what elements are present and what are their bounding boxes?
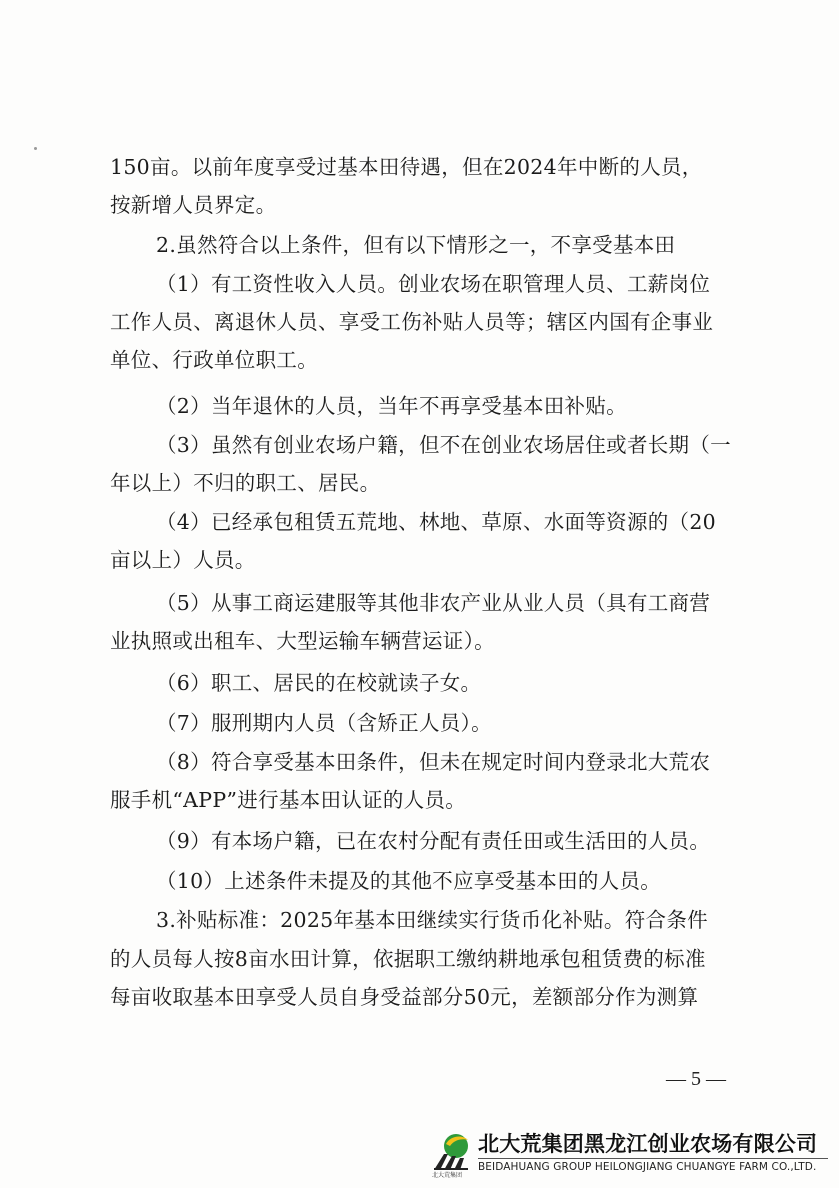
text-line: （4）已经承包租赁五荒地、林地、草原、水面等资源的（20 — [156, 510, 717, 534]
text-line: （7）服刑期内人员（含矫正人员）。 — [156, 711, 492, 735]
logo-graphic — [432, 1130, 472, 1174]
company-name-cn: 北大荒集团黑龙江创业农场有限公司 — [478, 1132, 818, 1156]
text-line: 工作人员、离退休人员、享受工伤补贴人员等；辖区内国有企事业 — [110, 310, 714, 334]
text-line: （6）职工、居民的在校就读子女。 — [156, 671, 482, 695]
text-line: 的人员每人按8亩水田计算，依据职工缴纳耕地承包租赁费的标准 — [110, 947, 706, 971]
text-line: 150亩。以前年度享受过基本田待遇，但在2024年中断的人员， — [110, 155, 703, 179]
text-line: 年以上）不归的职工、居民。 — [110, 471, 381, 495]
text-line: 单位、行政单位职工。 — [110, 348, 318, 372]
text-line: （9）有本场户籍，已在农村分配有责任田或生活田的人员。 — [156, 829, 711, 853]
text-line: （8）符合享受基本田条件，但未在规定时间内登录北大荒农 — [156, 750, 711, 774]
logo-caption: 北大荒集团 — [432, 1172, 463, 1179]
text-line: （3）虽然有创业农场户籍，但不在创业农场居住或者长期（一 — [156, 433, 731, 457]
text-line: 服手机“APP”进行基本田认证的人员。 — [110, 788, 467, 812]
company-footer — [432, 1130, 832, 1182]
company-name-en: BEIDAHUANG GROUP HEILONGJIANG CHUANGYE FARM CO.,LTD. — [478, 1161, 817, 1173]
scan-speck — [34, 147, 37, 150]
section-heading: 2.虽然符合以上条件，但有以下情形之一，不享受基本田 — [156, 233, 676, 257]
text-line: （10）上述条件未提及的其他不应享受基本田的人员。 — [156, 869, 662, 893]
beidahuang-logo-icon — [432, 1130, 472, 1182]
text-line: 按新增人员界定。 — [110, 193, 277, 217]
text-line: 每亩收取基本田享受人员自身受益部分50元，差额部分作为测算 — [110, 985, 699, 1009]
text-line: （5）从事工商运建服等其他非农产业从业人员（具有工商营 — [156, 591, 711, 615]
text-line: 业执照或出租车、大型运输车辆营运证）。 — [110, 629, 495, 653]
text-line: （1）有工资性收入人员。创业农场在职管理人员、工薪岗位 — [156, 272, 711, 296]
page-number: — 5 — — [666, 1068, 726, 1090]
footer-divider — [478, 1158, 828, 1159]
text-line: 亩以上）人员。 — [110, 548, 256, 572]
section-heading: 3.补贴标准：2025年基本田继续实行货币化补贴。符合条件 — [156, 908, 708, 932]
text-line: （2）当年退休的人员，当年不再享受基本田补贴。 — [156, 394, 627, 418]
